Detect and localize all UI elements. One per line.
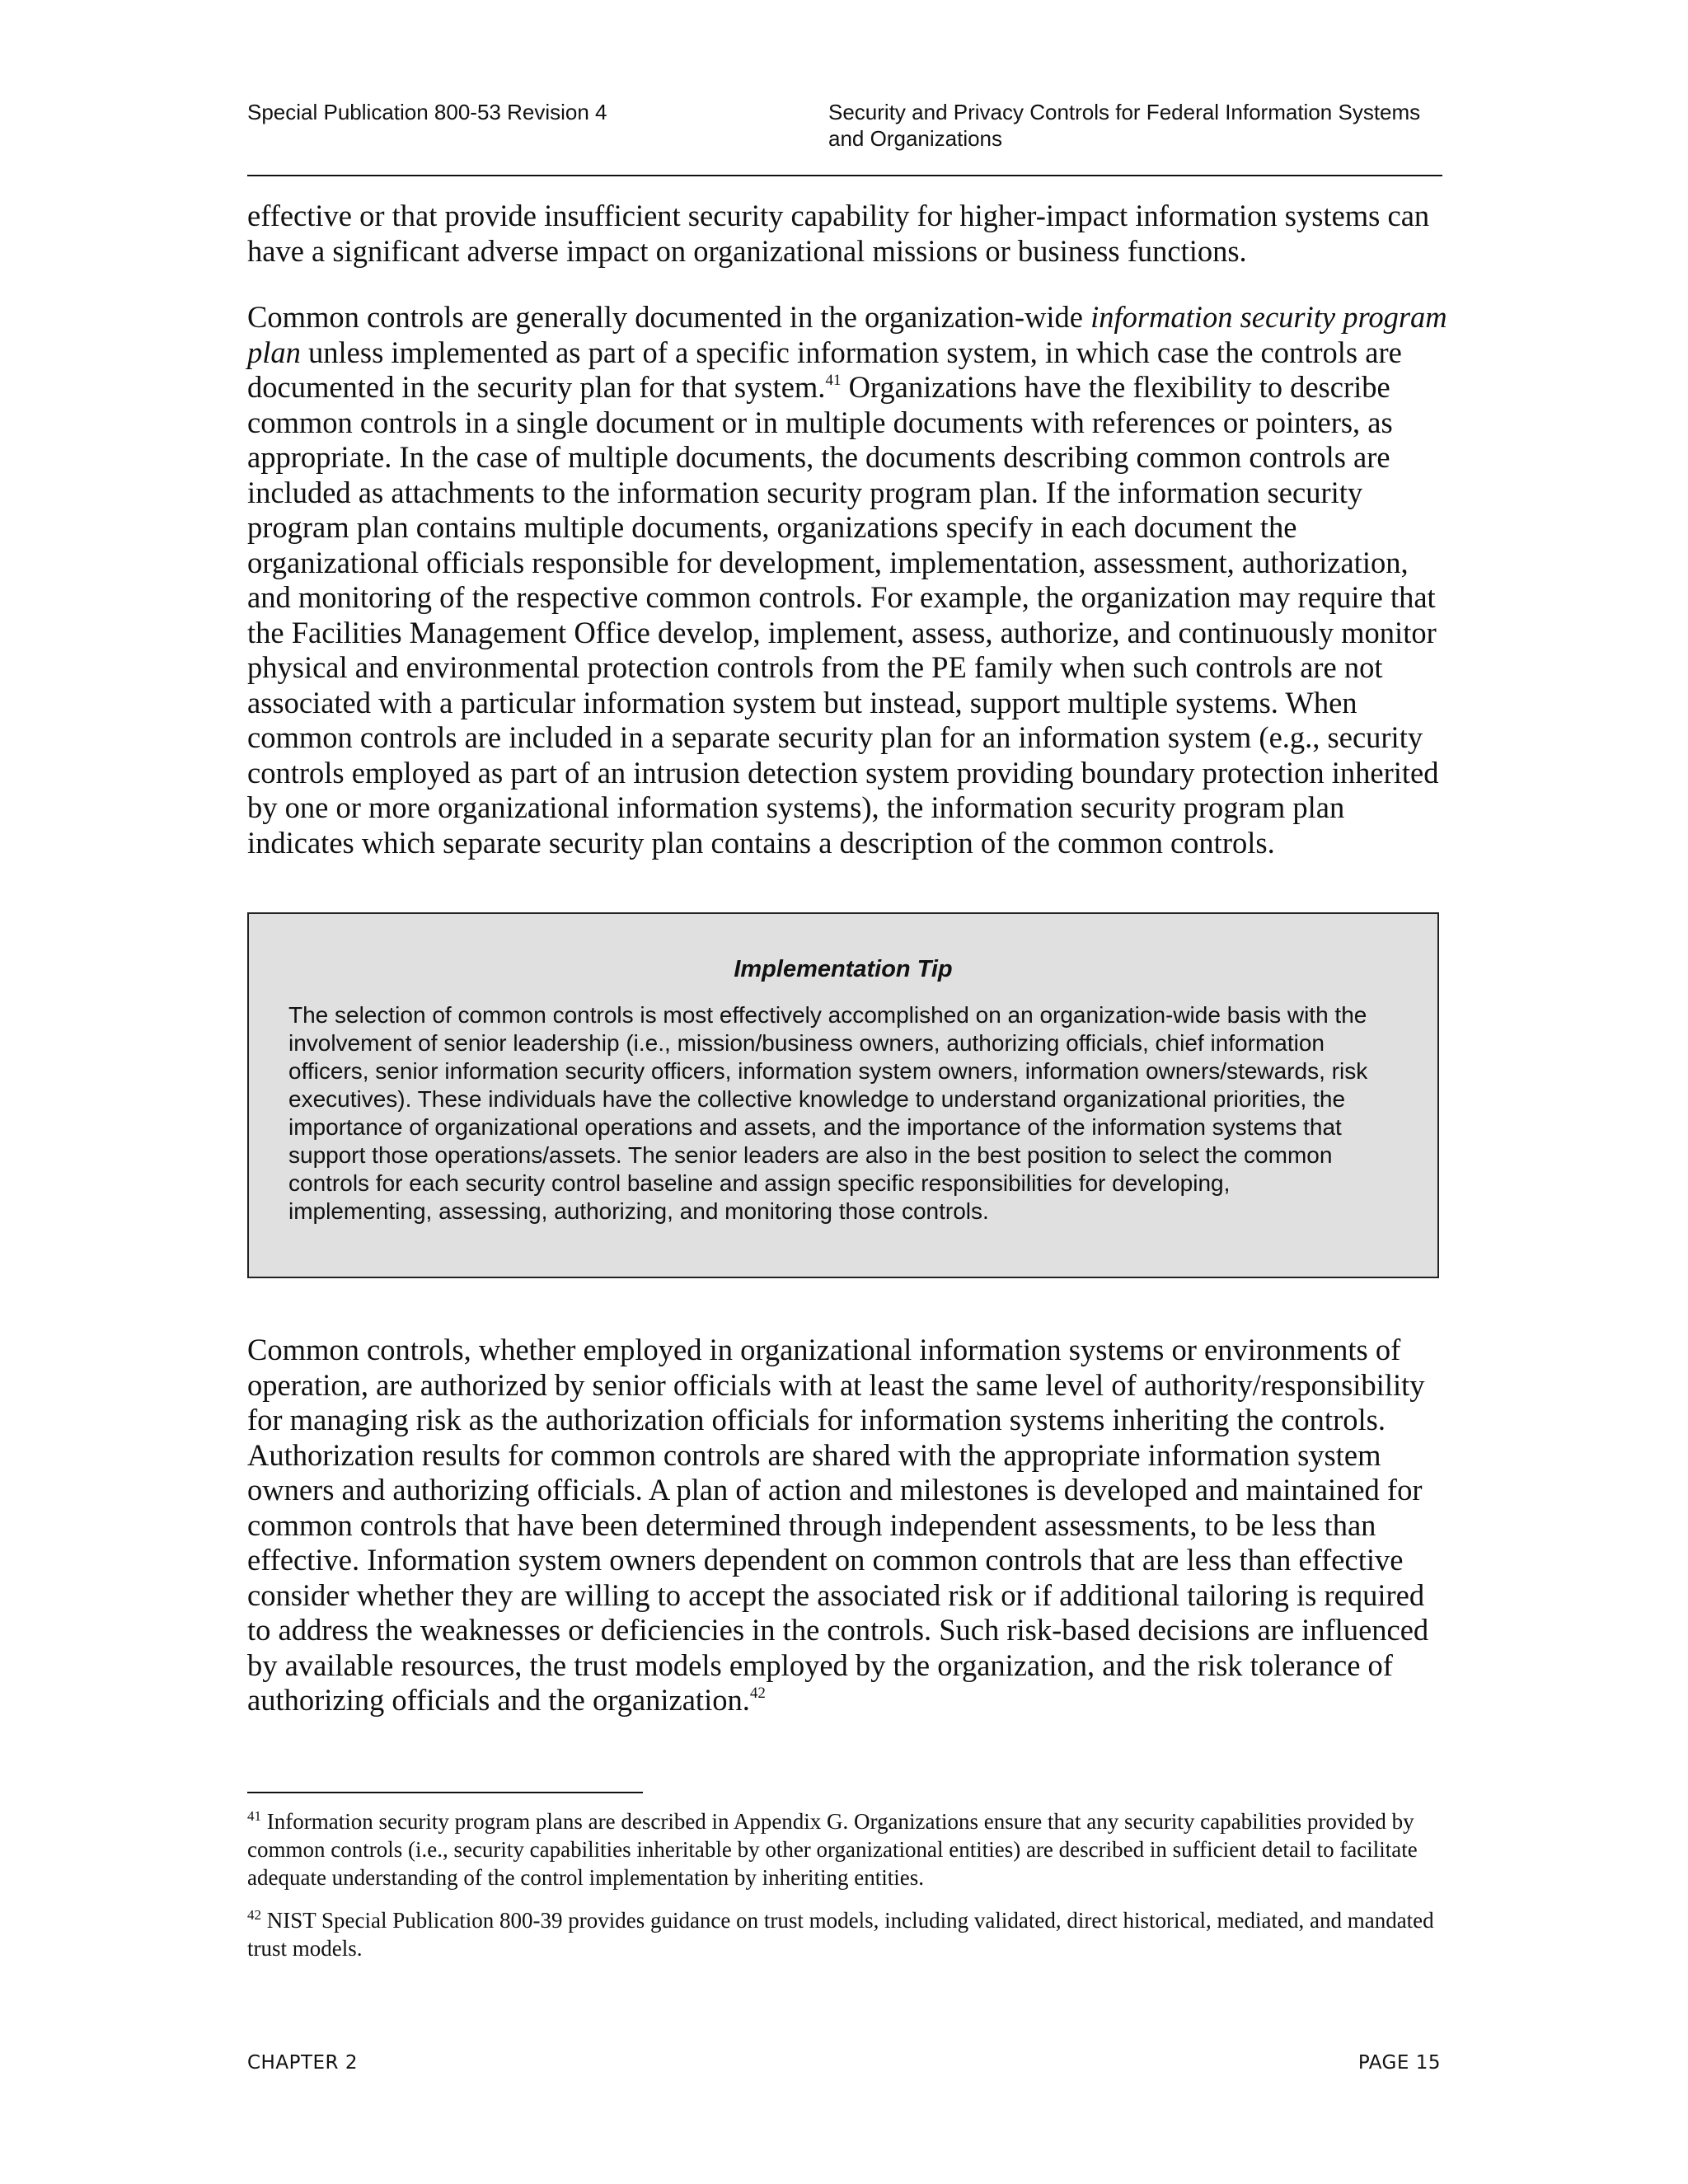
paragraph-2-emphasis: information security program plan xyxy=(247,300,1447,369)
footnote-rule xyxy=(247,1792,643,1793)
tip-title: Implementation Tip xyxy=(734,956,953,982)
footer-chapter: CHAPTER 2 xyxy=(247,2052,358,2074)
paragraph-1: effective or that provide insufficient security capability for higher-impact information systems can have a significant adverse impact on organizational missions or business functions. xyxy=(247,199,1430,268)
footnote-41 xyxy=(247,1807,1451,1891)
tip-text: The selection of common controls is most effectively accomplished on an organization-wide basis with the involvement of senior leadership (i.e., mission/business owners, authorizing officials, chief information officers, senior information security officers, information system owners, information owners/stewards, risk executives). These individuals have the collective knowledge to understand organizational priorities, the importance of organizational operations and assets, and the importance of the information systems that support those operations/assets. The senior leaders are also in the best position to select the common controls for each security control baseline and assign specific responsibilities for developing, implementing, assessing, authorizing, and monitoring those controls. xyxy=(288,1002,1368,1224)
paragraph-2-text-b: unless implemented as part of a specific information system, in which case the controls are documented in the security plan for that system. xyxy=(247,335,1402,404)
footnote-42-text: NIST Special Publication 800-39 provides guidance on trust models, including validated, direct historical, mediated, and mandated trust models. xyxy=(247,1908,1434,1961)
footnote-42 xyxy=(247,1906,1451,1962)
paragraph-3 xyxy=(247,1333,1451,1718)
footer-page-number: PAGE 15 xyxy=(1357,2052,1441,2074)
header-publication-title: Special Publication 800-53 Revision 4 xyxy=(247,100,607,124)
paragraph-3-text: Common controls, whether employed in organizational information systems or environments of operation, are authorized by senior officials with at least the same level of authority/responsibility for managing risk as the authorization officials for information systems inheriting the controls. Authorization results for common controls are shared with the appropriate information system owners and authorizing officials. A plan of action and milestones is developed and maintained for common controls that have been determined through independent assessments, to be less than effective. Information system owners dependent on common controls that are less than effective consider whether they are willing to accept the associated risk or if additional tailoring is required to address the weaknesses or deficiencies in the controls. Such risk-based decisions are influenced by available resources, the trust models employed by the organization, and the risk tolerance of authorizing officials and the organization. xyxy=(247,1333,1429,1717)
footnote-ref-41[interactable]: 41 xyxy=(825,371,842,389)
footnote-ref-42[interactable]: 42 xyxy=(749,1684,766,1702)
footnote-42-number: 42 xyxy=(247,1907,261,1923)
implementation-tip-box xyxy=(247,912,1439,1278)
paragraph-2-text-a: Common controls are generally documented in the organization-wide xyxy=(247,300,1091,334)
header-document-title: Security and Privacy Controls for Federal Information Systems and Organizations xyxy=(828,100,1421,151)
paragraph-2-text-c: Organizations have the flexibility to describe common controls in a single document or in multiple documents with references or pointers, as appropriate. In the case of multiple documents, the documents describing common controls are included as attachments to the information security program plan. If the information security program plan contains multiple documents, organizations specify in each document the organizational officials responsible for development, implementation, assessment, authorization, and monitoring of the respective common controls. For example, the organization may require that the Facilities Management Office develop, implement, assess, authorize, and continuously monitor physical and environmental protection controls from the PE family when such controls are not associated with a particular information system but instead, support multiple systems. When common controls are included in a separate security plan for an information system (e.g., security controls employed as part of an intrusion detection system providing boundary protection inherited by one or more organizational information systems), the information security program plan indicates which separate security plan contains a description of the common controls. xyxy=(247,370,1439,860)
footnote-41-number: 41 xyxy=(247,1808,261,1824)
footnote-41-text: Information security program plans are described in Appendix G. Organizations ensure that any security capabilities provided by common controls (i.e., security capabilities inheritable by other organizational entities) are described in sufficient detail to facilitate adequate understanding of the control implementation by inheriting entities. xyxy=(247,1809,1418,1890)
paragraph-2 xyxy=(247,300,1451,860)
header-rule xyxy=(247,175,1442,176)
